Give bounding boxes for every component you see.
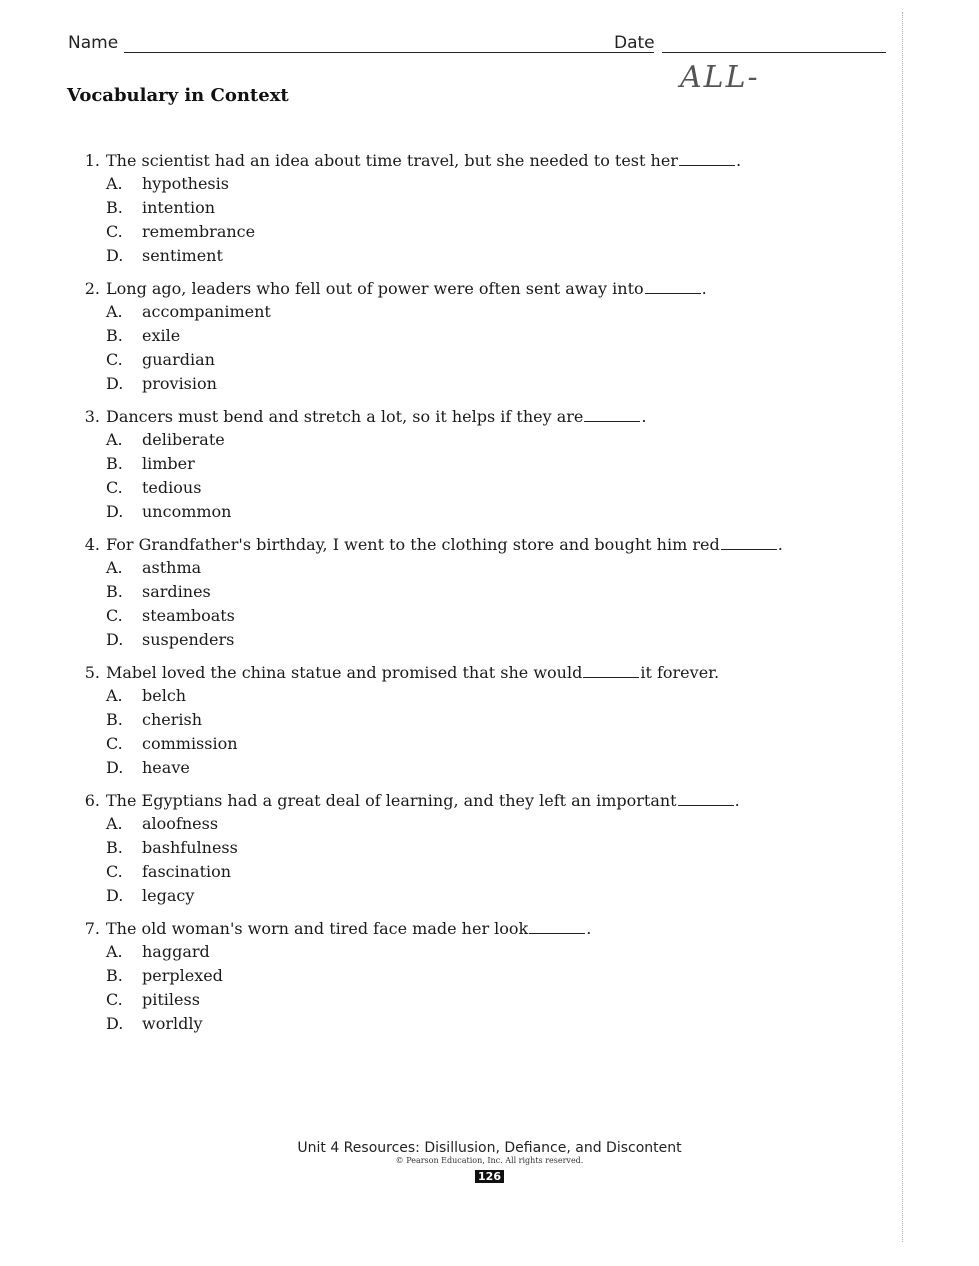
option-letter: C. [106, 478, 123, 497]
answer-option[interactable] [106, 220, 832, 244]
answer-option[interactable] [106, 604, 832, 628]
question-list [72, 150, 832, 1046]
option-letter: B. [106, 198, 123, 217]
page-edge-shadow [902, 12, 903, 1242]
option-letter: D. [106, 374, 124, 393]
answer-option[interactable] [106, 556, 832, 580]
option-text: asthma [142, 558, 202, 577]
answer-option[interactable] [106, 708, 832, 732]
answer-option[interactable] [106, 580, 832, 604]
date-field-line[interactable] [662, 52, 886, 53]
question-text [106, 790, 832, 812]
question-text-after: . [641, 407, 647, 426]
question-item [72, 534, 832, 652]
answer-options [106, 556, 832, 652]
question-text-before: Mabel loved the china statue and promised that she would [106, 663, 583, 682]
option-text: haggard [142, 942, 210, 961]
answer-blank[interactable] [583, 676, 639, 678]
question-text-after: it forever. [640, 663, 720, 682]
question-item [72, 150, 832, 268]
answer-option[interactable] [106, 964, 832, 988]
question-stem [72, 406, 832, 428]
answer-option[interactable] [106, 452, 832, 476]
question-text-before: For Grandfather's birthday, I went to the clothing store and bought him red [106, 535, 720, 554]
option-text: accompaniment [142, 302, 271, 321]
option-text: aloofness [142, 814, 219, 833]
option-letter: B. [106, 838, 123, 857]
answer-options [106, 300, 832, 396]
name-field-line[interactable] [124, 52, 654, 53]
option-letter: A. [106, 430, 123, 449]
answer-option[interactable] [106, 836, 832, 860]
option-text: commission [142, 734, 238, 753]
question-text-before: Dancers must bend and stretch a lot, so it helps if they are [106, 407, 584, 426]
question-text [106, 278, 832, 300]
answer-option[interactable] [106, 428, 832, 452]
answer-blank[interactable] [584, 420, 640, 422]
option-letter: C. [106, 734, 123, 753]
answer-option[interactable] [106, 476, 832, 500]
option-text: bashfulness [142, 838, 238, 857]
option-letter: B. [106, 582, 123, 601]
question-stem [72, 918, 832, 940]
option-text: sentiment [142, 246, 223, 265]
question-text [106, 150, 832, 172]
option-letter: D. [106, 886, 124, 905]
option-text: steamboats [142, 606, 235, 625]
answer-option[interactable] [106, 348, 832, 372]
option-letter: D. [106, 502, 124, 521]
question-text-before: The Egyptians had a great deal of learning, and they left an important [106, 791, 677, 810]
option-text: remembrance [142, 222, 256, 241]
question-stem [72, 278, 832, 300]
option-letter: A. [106, 558, 123, 577]
option-text: tedious [142, 478, 202, 497]
footer-unit-title: Unit 4 Resources: Disillusion, Defiance, and Discontent [297, 1140, 682, 1156]
option-text: legacy [142, 886, 195, 905]
option-letter: A. [106, 814, 123, 833]
date-label: Date [614, 33, 655, 53]
question-item [72, 918, 832, 1036]
answer-option[interactable] [106, 684, 832, 708]
question-number: 4. [84, 535, 100, 554]
option-text: limber [142, 454, 195, 473]
question-text-after: . [777, 535, 783, 554]
worksheet-title: Vocabulary in Context [67, 85, 289, 106]
option-text: suspenders [142, 630, 235, 649]
answer-options [106, 812, 832, 908]
option-letter: C. [106, 862, 123, 881]
option-letter: C. [106, 222, 123, 241]
option-letter: B. [106, 966, 123, 985]
option-text: intention [142, 198, 216, 217]
question-text-before: The old woman's worn and tired face made her look [106, 919, 529, 938]
option-letter: D. [106, 630, 124, 649]
question-item [72, 662, 832, 780]
question-stem [72, 150, 832, 172]
option-letter: C. [106, 350, 123, 369]
question-item [72, 790, 832, 908]
answer-option[interactable] [106, 628, 832, 652]
question-number: 5. [84, 663, 100, 682]
question-text [106, 662, 832, 684]
option-text: uncommon [142, 502, 232, 521]
answer-option[interactable] [106, 812, 832, 836]
option-letter: D. [106, 246, 124, 265]
answer-blank[interactable] [529, 932, 585, 934]
question-text-before: Long ago, leaders who fell out of power were often sent away into [106, 279, 644, 298]
header-row [68, 33, 888, 59]
option-letter: A. [106, 942, 123, 961]
question-text-before: The scientist had an idea about time travel, but she needed to test her [106, 151, 678, 170]
option-letter: D. [106, 758, 124, 777]
question-number: 7. [84, 919, 100, 938]
question-number: 2. [84, 279, 100, 298]
option-text: perplexed [142, 966, 223, 985]
question-text-after: . [701, 279, 707, 298]
question-text [106, 534, 832, 556]
question-text-after: . [734, 791, 740, 810]
answer-options [106, 428, 832, 524]
page-footer [0, 1140, 979, 1184]
answer-option[interactable] [106, 300, 832, 324]
option-text: hypothesis [142, 174, 229, 193]
question-number: 6. [84, 791, 100, 810]
option-text: heave [142, 758, 190, 777]
option-letter: A. [106, 174, 123, 193]
question-item [72, 278, 832, 396]
option-letter: D. [106, 1014, 124, 1033]
option-text: guardian [142, 350, 215, 369]
question-stem [72, 534, 832, 556]
answer-option[interactable] [106, 244, 832, 268]
answer-blank[interactable] [679, 164, 735, 166]
answer-blank[interactable] [645, 292, 701, 294]
answer-option[interactable] [106, 172, 832, 196]
option-text: sardines [142, 582, 211, 601]
option-text: belch [142, 686, 187, 705]
answer-option[interactable] [106, 884, 832, 908]
answer-option[interactable] [106, 196, 832, 220]
question-number: 3. [84, 407, 100, 426]
name-label: Name [68, 33, 119, 53]
question-stem [72, 790, 832, 812]
answer-options [106, 172, 832, 268]
option-text: provision [142, 374, 217, 393]
option-letter: C. [106, 606, 123, 625]
answer-option[interactable] [106, 756, 832, 780]
question-text-after: . [586, 919, 592, 938]
option-text: cherish [142, 710, 203, 729]
page-number: 126 [475, 1170, 504, 1183]
option-text: deliberate [142, 430, 225, 449]
option-letter: A. [106, 302, 123, 321]
option-text: pitiless [142, 990, 200, 1009]
answer-option[interactable] [106, 1012, 832, 1036]
answer-option[interactable] [106, 372, 832, 396]
question-item [72, 406, 832, 524]
answer-options [106, 940, 832, 1036]
question-text [106, 406, 832, 428]
option-letter: B. [106, 454, 123, 473]
answer-options [106, 684, 832, 780]
handwritten-note: ALL- [680, 60, 760, 95]
question-stem [72, 662, 832, 684]
answer-option[interactable] [106, 324, 832, 348]
answer-option[interactable] [106, 988, 832, 1012]
option-letter: B. [106, 326, 123, 345]
option-letter: A. [106, 686, 123, 705]
answer-option[interactable] [106, 732, 832, 756]
footer-copyright: © Pearson Education, Inc. All rights reserved. [395, 1156, 584, 1165]
answer-option[interactable] [106, 940, 832, 964]
question-text-after: . [735, 151, 742, 170]
answer-blank[interactable] [678, 804, 734, 806]
answer-option[interactable] [106, 500, 832, 524]
answer-option[interactable] [106, 860, 832, 884]
option-text: worldly [142, 1014, 203, 1033]
option-text: fascination [142, 862, 232, 881]
option-text: exile [142, 326, 181, 345]
question-number: 1. [84, 151, 100, 170]
question-text [106, 918, 832, 940]
answer-blank[interactable] [721, 548, 777, 550]
option-letter: B. [106, 710, 123, 729]
option-letter: C. [106, 990, 123, 1009]
